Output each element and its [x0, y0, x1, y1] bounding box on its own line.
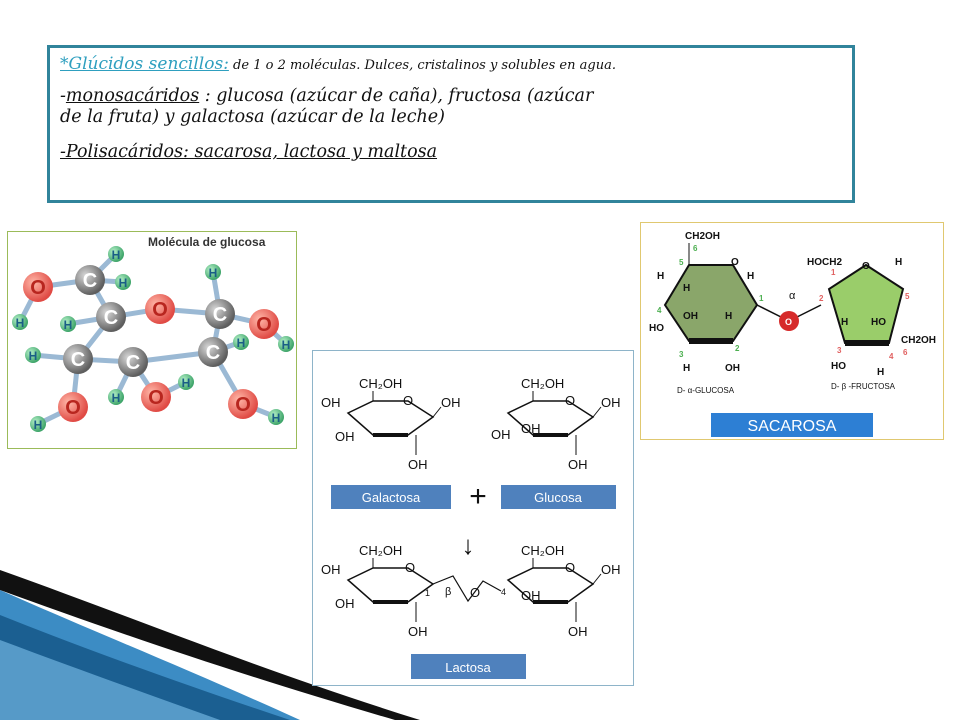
glucose-c5: 5	[679, 258, 684, 267]
sucrose-structure-diagram	[640, 222, 944, 440]
lactose-ring-o-2: O	[565, 560, 576, 575]
lactose-oh-5: OH	[521, 588, 541, 603]
glucose-hexagon	[665, 265, 757, 341]
mono-text-b: de la fruta) y galactosa (azúcar de la leche)	[60, 107, 445, 127]
intro-description: de 1 o 2 moléculas. Dulces, cristalinos y solubles en agua.	[228, 58, 616, 73]
glucose-h-4: H	[725, 311, 733, 322]
svg-text:O: O	[235, 394, 251, 416]
sucrose-diagram-svg	[641, 223, 943, 439]
svg-text:H: H	[63, 318, 73, 332]
svg-text:O: O	[152, 299, 168, 321]
glycosidic-o-label: O	[785, 317, 793, 327]
svg-text:H: H	[111, 391, 121, 405]
lactose-oh-4: OH	[601, 562, 621, 577]
lactose-oh-3: OH	[408, 624, 428, 639]
fructose-c2: 2	[819, 294, 824, 303]
svg-text:O: O	[256, 314, 272, 336]
glucose-h-2: H	[683, 283, 691, 294]
lactose-oh-1: OH	[321, 562, 341, 577]
lactose-oh-2: OH	[335, 596, 355, 611]
galactose-ring-o: O	[403, 393, 414, 408]
lactose-oh-6: OH	[568, 624, 588, 639]
mono-line	[60, 86, 842, 107]
svg-text:O: O	[148, 387, 164, 409]
galactose-oh-1: OH	[441, 395, 461, 410]
glucose-ring-o: O	[565, 393, 576, 408]
lactose-pos-1: 1	[425, 588, 431, 598]
galactose-oh-4: OH	[408, 457, 428, 472]
alpha-label: α	[789, 290, 796, 302]
fructose-h-2: H	[841, 317, 849, 328]
lactose-ch2oh-1: CH₂OH	[359, 543, 403, 558]
poly-text: sacarosa, lactosa y maltosa	[194, 142, 438, 162]
mono-text-a: : glucosa (azúcar de caña), fructosa (azúcar	[199, 86, 594, 106]
poly-term: -Polisacáridos:	[60, 142, 195, 162]
reaction-arrow: ↓	[461, 530, 475, 560]
galactose-ch2oh: CH₂OH	[359, 376, 403, 391]
glucose-model-svg	[8, 232, 296, 448]
glucose-oh-2: OH	[725, 363, 740, 374]
glucose-c2: 2	[735, 344, 740, 353]
glucose-oh-4: OH	[568, 457, 588, 472]
svg-text:H: H	[118, 276, 128, 290]
glucose-caption: D- α-GLUCOSA	[677, 386, 735, 395]
glucose-ch2oh: CH₂OH	[521, 376, 565, 391]
glucose-ring-o: O	[731, 257, 739, 268]
glucose-ho: HO	[649, 323, 664, 334]
lactose-bridge-o: O	[470, 585, 481, 600]
svg-text:C: C	[82, 270, 98, 292]
fructose-ring-o: O	[862, 261, 870, 272]
lactose-ch2oh-2: CH₂OH	[521, 543, 565, 558]
glucose-c3: 3	[679, 350, 684, 359]
svg-text:H: H	[271, 411, 281, 425]
fructose-caption: D- β -FRUCTOSA	[831, 382, 896, 391]
glucose-c4: 4	[657, 306, 662, 315]
mono-term: monosacáridos	[65, 86, 200, 106]
lactose-beta: β	[445, 586, 452, 598]
svg-text:H: H	[28, 349, 38, 363]
sacarosa-title: SACAROSA	[747, 418, 837, 435]
glucose-c6: 6	[693, 244, 698, 253]
svg-text:C: C	[103, 307, 119, 329]
mono-prefix: -	[60, 86, 66, 106]
fructose-c3: 3	[837, 346, 842, 355]
glucose-model-title: Molécula de glucosa	[148, 235, 266, 249]
fructose-c5: 5	[905, 292, 910, 301]
text-box	[47, 45, 855, 203]
lactose-formation-diagram	[312, 350, 634, 686]
lactose-diagram-svg	[313, 351, 633, 685]
svg-text:H: H	[181, 376, 191, 390]
glucose-oh-1: OH	[683, 311, 698, 322]
svg-text:C: C	[212, 304, 228, 326]
fructose-h-3: H	[877, 367, 885, 378]
glucose-oh-1: OH	[601, 395, 621, 410]
galactose-oh-2: OH	[321, 395, 341, 410]
lactose-label: Lactosa	[445, 660, 491, 675]
glucose-h-5: H	[683, 363, 691, 374]
glucose-h-3: H	[747, 271, 755, 282]
svg-text:H: H	[15, 316, 25, 330]
svg-text:O: O	[65, 397, 81, 419]
poly-line	[60, 142, 842, 163]
galactose-label: Galactosa	[361, 490, 421, 505]
svg-text:H: H	[33, 418, 43, 432]
fructose-ho-1: HO	[871, 317, 886, 328]
fructose-pentagon	[829, 265, 903, 343]
glucose-c1: 1	[759, 294, 764, 303]
glucose-oh-3: OH	[521, 421, 541, 436]
fructose-c6: 6	[903, 348, 908, 357]
galactose-oh-3: OH	[335, 429, 355, 444]
svg-text:H: H	[281, 338, 291, 352]
glucose-label: Glucosa	[534, 490, 582, 505]
svg-text:C: C	[125, 352, 141, 374]
glucose-oh-2: OH	[491, 427, 511, 442]
fructose-ch2oh: CH2OH	[901, 335, 937, 346]
svg-text:C: C	[205, 342, 221, 364]
fructose-ho-2: HO	[831, 361, 846, 372]
glucose-molecule-image	[7, 231, 297, 449]
intro-title: *Glúcidos sencillos:	[60, 54, 229, 74]
svg-text:C: C	[70, 349, 86, 371]
plus-sign: +	[469, 480, 487, 513]
fructose-h-1: H	[895, 257, 903, 268]
svg-text:O: O	[30, 277, 46, 299]
svg-text:H: H	[208, 266, 218, 280]
glucose-h-1: H	[657, 271, 665, 282]
lactose-pos-4: 4	[501, 587, 507, 597]
intro-line	[60, 54, 842, 74]
fructose-c1: 1	[831, 268, 836, 277]
svg-text:H: H	[111, 248, 121, 262]
sucrose-ch2oh-top: CH2OH	[685, 231, 721, 242]
fructose-c4: 4	[889, 352, 894, 361]
sucrose-hoch2: HOCH2	[807, 257, 843, 268]
svg-text:H: H	[236, 336, 246, 350]
lactose-ring-o-1: O	[405, 560, 416, 575]
